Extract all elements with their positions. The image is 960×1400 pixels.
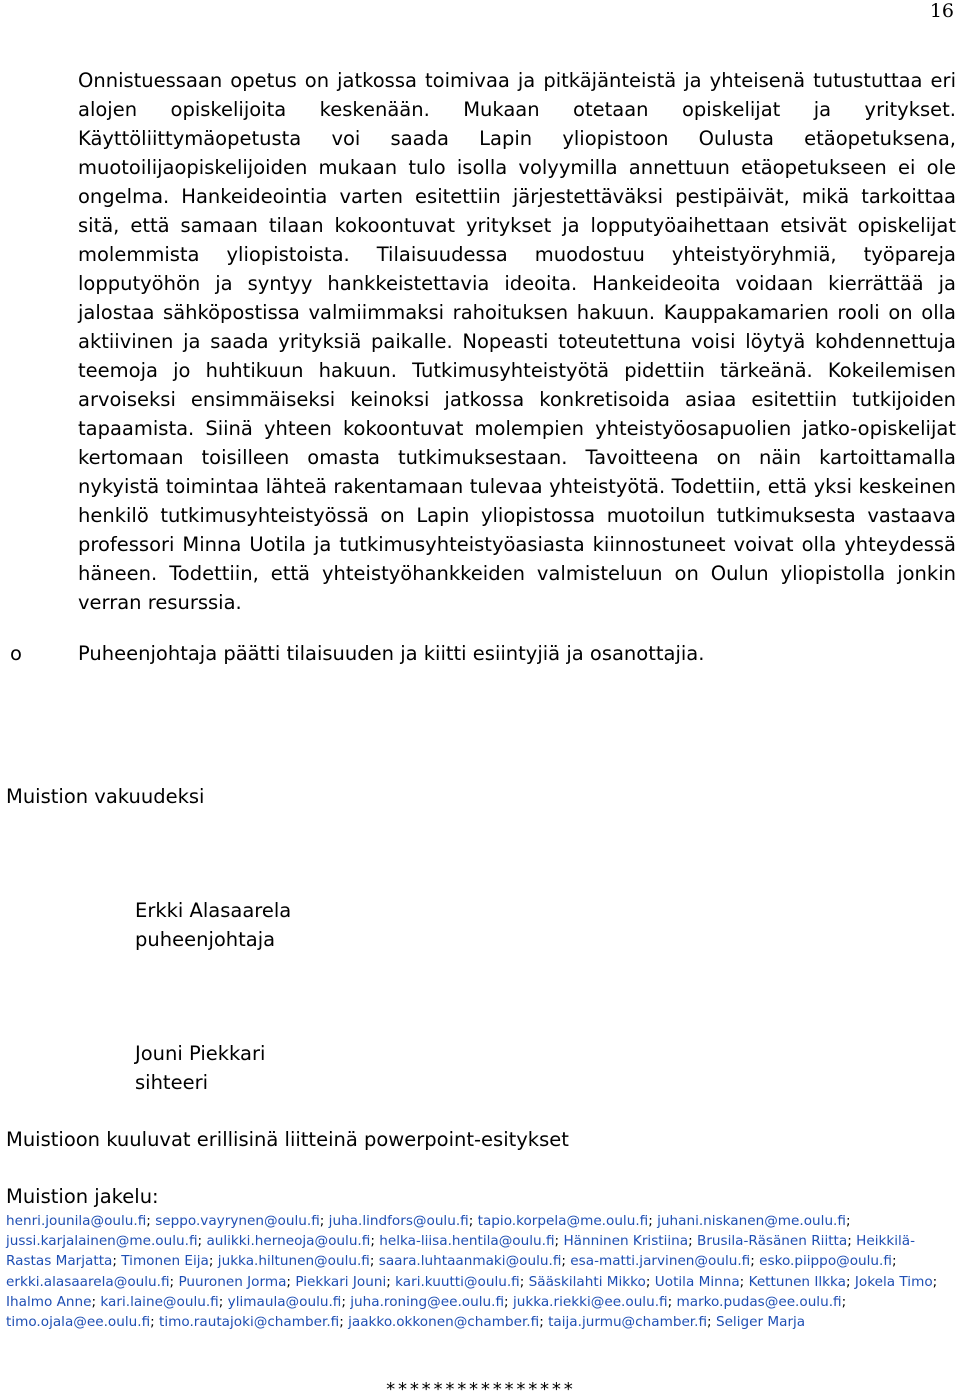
distribution-entry: Hänninen Kristiina [563,1233,689,1250]
distribution-entry: Heikkilä-Rastas Marjatta [6,1233,916,1270]
distribution-entry[interactable]: esko.piippo@oulu.fi [759,1253,892,1270]
distribution-list: henri.jounila@oulu.fi; seppo.vayrynen@oulu.fi; juha.lindfors@oulu.fi; tapio.korpela@me.oulu.fi; juhani.niskanen@me.oulu.fi; jussi.karjalainen@me.oulu.fi; aulikki.herneoja@oulu.fi; helka-liisa.hentila@oulu.fi; Hänninen Kristiina; Brusila-Räsänen Riitta; Heikkilä-Rastas Marjatta; Timonen Eija; jukka.hiltunen@oulu.fi; saara.luhtaanmaki@oulu.fi; esa-matti.jarvinen@oulu.fi; esko.piippo@oulu.fi; erkki.alasaarela@oulu.fi; Puuronen Jorma; Piekkari Jouni; kari.kuutti@oulu.fi; Sääskilahti Mikko; Uotila Minna; Kettunen Ilkka; Jokela Timo; Ihalmo Anne; kari.laine@oulu.fi; ylimaula@oulu.fi; juha.roning@ee.oulu.fi; jukka.riekki@ee.oulu.fi; marko.pudas@ee.oulu.fi; timo.ojala@ee.oulu.fi; timo.rautajoki@chamber.fi; jaakko.okkonen@chamber.fi; taija.jurmu@chamber.fi; Seliger Marja [6,1213,938,1331]
distribution-entry[interactable]: erkki.alasaarela@oulu.fi [6,1273,170,1290]
distribution-entry: Sääskilahti Mikko [528,1273,646,1290]
distribution-entry[interactable]: jaakko.okkonen@chamber.fi [348,1314,540,1331]
distribution-entry: Puuronen Jorma [178,1273,287,1290]
distribution-entry[interactable]: aulikki.herneoja@oulu.fi [206,1233,371,1250]
distribution-entry[interactable]: seppo.vayrynen@oulu.fi [155,1213,320,1229]
distribution-entry[interactable]: henri.jounila@oulu.fi [6,1213,147,1229]
distribution-entry: Jokela Timo [854,1273,933,1290]
secretary-name: Jouni Piekkari [135,1042,266,1065]
distribution-entry[interactable]: helka-liisa.hentila@oulu.fi [379,1233,555,1250]
distribution-entry[interactable]: esa-matti.jarvinen@oulu.fi [570,1253,751,1270]
secretary-role: sihteeri [135,1071,209,1094]
distribution-entry[interactable]: juha.lindfors@oulu.fi [328,1213,469,1229]
chair-role: puheenjohtaja [135,928,276,951]
distribution-entry[interactable]: juha.roning@ee.oulu.fi [350,1293,505,1310]
distribution-entry[interactable]: ylimaula@oulu.fi [227,1293,342,1310]
distribution-entry[interactable]: juhani.niskanen@me.oulu.fi [657,1213,846,1229]
distribution-entry[interactable]: saara.luhtaanmaki@oulu.fi [378,1253,562,1270]
footer-stars: **************** [385,1379,575,1400]
distribution-entry: Timonen Eija [121,1253,209,1270]
attachments-note: Muistioon kuuluvat erillisinä liitteinä powerpoint-esitykset [6,1128,569,1151]
distribution-entry[interactable]: jussi.karjalainen@me.oulu.fi [6,1233,198,1250]
bullet-text: Puheenjohtaja päätti tilaisuuden ja kiitti esiintyjiä ja osanottajia. [78,642,705,665]
distribution-label: Muistion jakelu: [6,1185,159,1208]
distribution-entry[interactable]: kari.kuutti@oulu.fi [395,1273,520,1290]
distribution-entry[interactable]: marko.pudas@ee.oulu.fi [676,1293,842,1310]
distribution-entry: Ihalmo Anne [6,1293,92,1310]
body-paragraph: Onnistuessaan opetus on jatkossa toimivaa ja pitkäjänteistä ja yhteisenä tutustuttaa eri alojen opiskelijoita keskenään. Mukaan otetaan opiskelijat ja yritykset. Käyttöliittymäopetusta voi saada Lapin yliopistoon Oulusta etäopetuksena, muotoilijaopiskelijoiden mukaan tulo isolla volyymilla annettuun etäopetukseen ei ole ongelma. Hankeideointia varten esitettiin järjestettäväksi pestipäivät, mikä tarkoittaa sitä, että samaan tilaan kokoontuvat yritykset ja lopputyöaihettaan etsivät opiskelijat molemmista yliopistoista. Tilaisuudessa muodostuu yhteistyöryhmiä, työpareja lopputyöhön ja syntyy hankkeistettavia ideoita. Hankeideoita voidaan kierrättää ja jalostaa sähköpostissa valmiimmaksi rahoituksen hakuun. Kauppakamarien rooli on olla aktiivinen ja saada yrityksiä paikalle. Nopeasti toteutettuna voisi löytyä kohdennettuja teemoja jo huhtikuun hakuun. Tutkimusyhteistyötä pidettiin tärkeänä. Kokeilemisen arvoiseksi ensimmäiseksi keinoksi jatkossa konkretisoida asiaa esitettiin tutkijoiden tapaamista. Siinä yhteen kokoontuvat molempien yhteistyöosapuolien jatko-opiskelijat kertomaan toisilleen omasta tutkimuksestaan. Tavoitteena on näin kartoittamalla nykyistä toimintaa lähteä rakentamaan tulevaa yhteistyötä. Todettiin, että yksi keskeinen henkilö tutkimusyhteistyössä on Lapin yliopistossa muotoilun tutkimuksesta vastaava professori Minna Uotila ja tutkimusyhteistyöasiasta kiinnostuneet voivat olla yhteydessä häneen. Todettiin, että yhteistyöhankkeiden valmisteluun on Oulun yliopistolla jonkin verran resurssia. [78,69,956,614]
distribution-entry[interactable]: jukka.hiltunen@oulu.fi [217,1253,370,1270]
distribution-entry[interactable]: timo.ojala@ee.oulu.fi [6,1314,151,1331]
distribution-entry: Piekkari Jouni [295,1273,387,1290]
page-number: 16 [929,0,954,22]
distribution-entry[interactable]: jukka.riekki@ee.oulu.fi [512,1293,668,1310]
chair-name: Erkki Alasaarela [135,899,292,922]
bullet-marker: o [10,642,22,665]
distribution-entry[interactable]: tapio.korpela@me.oulu.fi [477,1213,649,1229]
certification-line: Muistion vakuudeksi [6,785,205,808]
distribution-entry: Kettunen Ilkka [748,1273,846,1290]
distribution-entry[interactable]: kari.laine@oulu.fi [100,1293,219,1310]
distribution-entry: Uotila Minna [654,1273,740,1290]
distribution-entry[interactable]: taija.jurmu@chamber.fi [548,1314,708,1331]
distribution-entry: Brusila-Räsänen Riitta [697,1233,848,1250]
distribution-entry[interactable]: timo.rautajoki@chamber.fi [159,1314,340,1331]
distribution-entry: Seliger Marja [715,1314,806,1331]
